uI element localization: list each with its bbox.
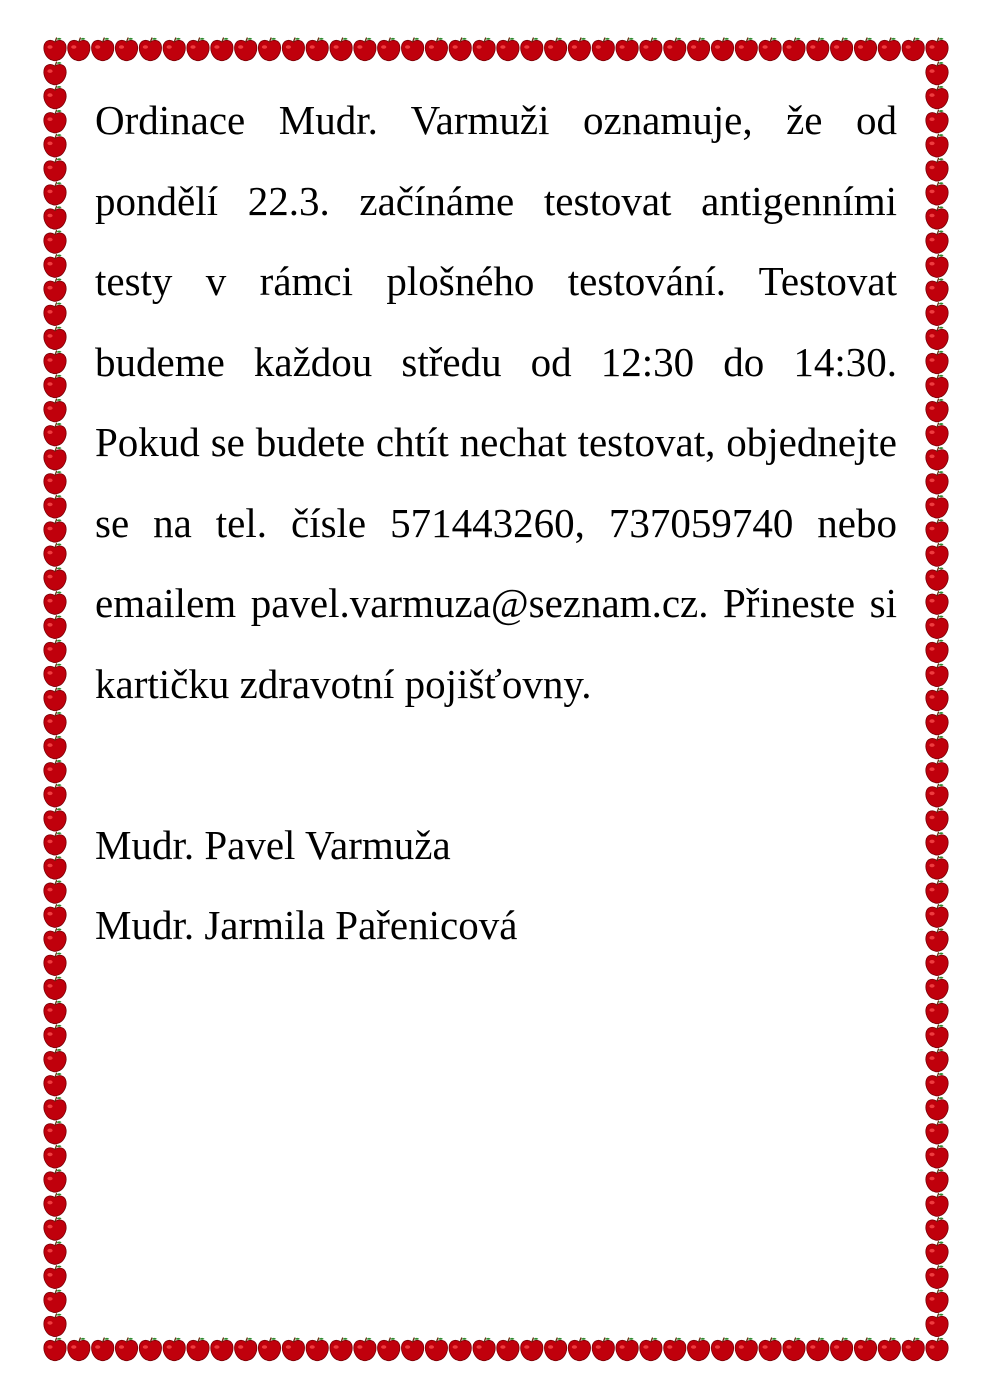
apple-icon <box>44 447 66 470</box>
apple-icon <box>926 279 948 302</box>
apple-icon <box>926 471 948 494</box>
apple-icon <box>616 38 638 61</box>
apple-icon <box>139 38 161 61</box>
apple-icon <box>44 471 66 494</box>
apple-icon <box>926 1290 948 1313</box>
apple-icon <box>926 1145 948 1168</box>
apple-icon <box>759 1338 781 1361</box>
apple-icon <box>926 977 948 1000</box>
apple-icon <box>449 1338 471 1361</box>
apple-icon <box>44 38 66 61</box>
apple-icon <box>926 134 948 157</box>
apple-icon <box>401 38 423 61</box>
apple-icon <box>44 784 66 807</box>
apple-icon <box>926 447 948 470</box>
apple-icon <box>926 86 948 109</box>
apple-icon <box>878 1338 900 1361</box>
apple-icon <box>926 808 948 831</box>
apple-icon <box>354 1338 376 1361</box>
apple-icon <box>592 38 614 61</box>
apple-icon <box>44 495 66 518</box>
apple-icon <box>44 279 66 302</box>
apple-icon <box>306 38 328 61</box>
apple-icon <box>926 832 948 855</box>
apple-icon <box>44 880 66 903</box>
apple-icon <box>830 38 852 61</box>
signature-jarmila-parenicova: Mudr. Jarmila Pařenicová <box>95 902 518 948</box>
apple-icon <box>258 1338 280 1361</box>
apple-icon <box>735 1338 757 1361</box>
apple-icon <box>616 1338 638 1361</box>
apple-icon <box>926 1338 948 1361</box>
apple-icon <box>497 38 519 61</box>
apple-icon <box>926 784 948 807</box>
apple-icon <box>425 38 447 61</box>
apple-icon <box>926 1193 948 1216</box>
apple-icon <box>926 640 948 663</box>
signature-pavel-varmuza: Mudr. Pavel Varmuža <box>95 821 451 868</box>
apple-icon <box>92 38 114 61</box>
apple-icon <box>926 495 948 518</box>
apple-icon <box>926 929 948 952</box>
apple-icon <box>44 1073 66 1096</box>
apple-icon <box>544 38 566 61</box>
apple-icon <box>139 1338 161 1361</box>
apple-icon <box>401 1338 423 1361</box>
apple-icon <box>759 38 781 61</box>
apple-icon <box>44 110 66 133</box>
apple-icon <box>807 1338 829 1361</box>
apple-icon <box>44 327 66 350</box>
apple-icon <box>926 351 948 374</box>
apple-icon <box>211 1338 233 1361</box>
apple-icon <box>163 38 185 61</box>
apple-icon <box>44 1049 66 1072</box>
apple-icon <box>926 182 948 205</box>
apple-icon <box>926 1266 948 1289</box>
apple-icon <box>44 1266 66 1289</box>
apple-icon <box>854 38 876 61</box>
apple-icon <box>44 1193 66 1216</box>
apple-icon <box>44 616 66 639</box>
notice-text-block <box>95 80 897 966</box>
apple-icon <box>44 808 66 831</box>
apple-icon <box>449 38 471 61</box>
apple-icon <box>44 1001 66 1024</box>
apple-icon <box>926 856 948 879</box>
apple-icon <box>926 158 948 181</box>
apple-icon <box>926 206 948 229</box>
apple-icon <box>44 760 66 783</box>
apple-icon <box>425 1338 447 1361</box>
apple-icon <box>235 1338 257 1361</box>
apple-icon <box>44 856 66 879</box>
apple-icon <box>711 1338 733 1361</box>
apple-icon <box>330 1338 352 1361</box>
apple-icon <box>44 519 66 542</box>
apple-icon <box>807 38 829 61</box>
apple-icon <box>44 1242 66 1265</box>
apple-icon <box>378 38 400 61</box>
apple-icon <box>926 1121 948 1144</box>
apple-icon <box>783 38 805 61</box>
apple-icon <box>521 1338 543 1361</box>
apple-icon <box>282 38 304 61</box>
apple-icon <box>497 1338 519 1361</box>
apple-icon <box>44 1338 66 1361</box>
apple-icon <box>44 255 66 278</box>
apple-icon <box>926 905 948 928</box>
apple-icon <box>115 38 137 61</box>
apple-icon <box>878 38 900 61</box>
apple-icon <box>473 1338 495 1361</box>
apple-icon <box>187 38 209 61</box>
apple-icon <box>44 62 66 85</box>
apple-icon <box>926 1169 948 1192</box>
apple-icon <box>306 1338 328 1361</box>
apple-icon <box>902 1338 924 1361</box>
apple-icon <box>544 1338 566 1361</box>
apple-icon <box>926 1097 948 1120</box>
blank-line <box>95 724 897 805</box>
apple-icon <box>44 230 66 253</box>
apple-icon <box>44 1025 66 1048</box>
apple-icon <box>68 38 90 61</box>
apple-icon <box>44 543 66 566</box>
apple-icon <box>163 1338 185 1361</box>
apple-icon <box>44 351 66 374</box>
apple-icon <box>44 375 66 398</box>
apple-icon <box>44 640 66 663</box>
apple-icon <box>926 712 948 735</box>
apple-icon <box>378 1338 400 1361</box>
apple-icon <box>330 38 352 61</box>
apple-icon <box>44 977 66 1000</box>
apple-icon <box>664 38 686 61</box>
apple-icon <box>44 158 66 181</box>
apple-icon <box>92 1338 114 1361</box>
apple-icon <box>44 712 66 735</box>
apple-icon <box>926 592 948 615</box>
apple-icon <box>68 1338 90 1361</box>
apple-icon <box>926 230 948 253</box>
apple-icon <box>44 423 66 446</box>
apple-icon <box>926 543 948 566</box>
apple-icon <box>926 62 948 85</box>
apple-icon <box>235 38 257 61</box>
apple-icon <box>282 1338 304 1361</box>
apple-icon <box>44 832 66 855</box>
apple-icon <box>926 880 948 903</box>
announcement-paragraph: Ordinace Mudr. Varmuži oznamuje, že od pondělí 22.3. začínáme testovat antigenními testy v rámci plošného testování. Testovat budeme každou středu od 12:30 do 14:30. Pokud se budete chtít nechat testovat, objednejte se na tel. čísle 571443260, 737059740 nebo emailem pavel.varmuza@seznam.cz. Přineste si kartičku zdravotní pojišťovny. <box>95 97 897 707</box>
apple-icon <box>783 1338 805 1361</box>
apple-icon <box>687 1338 709 1361</box>
apple-icon <box>926 567 948 590</box>
apple-icon <box>926 688 948 711</box>
apple-icon <box>926 1217 948 1240</box>
apple-icon <box>44 1121 66 1144</box>
apple-icon <box>44 664 66 687</box>
apple-icon <box>926 736 948 759</box>
apple-icon <box>902 38 924 61</box>
apple-icon <box>926 303 948 326</box>
apple-icon <box>926 1073 948 1096</box>
apple-icon <box>44 399 66 422</box>
apple-icon <box>735 38 757 61</box>
apple-icon <box>926 255 948 278</box>
apple-icon <box>926 38 948 61</box>
apple-icon <box>926 664 948 687</box>
apple-icon <box>44 736 66 759</box>
apple-icon <box>568 1338 590 1361</box>
apple-icon <box>926 616 948 639</box>
apple-icon <box>926 953 948 976</box>
apple-icon <box>640 1338 662 1361</box>
apple-icon <box>44 1097 66 1120</box>
apple-icon <box>592 1338 614 1361</box>
apple-icon <box>44 182 66 205</box>
apple-icon <box>44 929 66 952</box>
apple-icon <box>44 206 66 229</box>
apple-icon <box>926 375 948 398</box>
apple-icon <box>854 1338 876 1361</box>
apple-icon <box>44 86 66 109</box>
apple-icon <box>44 953 66 976</box>
apple-icon <box>926 1049 948 1072</box>
apple-icon <box>44 905 66 928</box>
apple-icon <box>44 592 66 615</box>
apple-icon <box>44 1314 66 1337</box>
apple-icon <box>44 134 66 157</box>
apple-icon <box>926 1001 948 1024</box>
apple-icon <box>568 38 590 61</box>
apple-icon <box>44 1217 66 1240</box>
apple-icon <box>521 38 543 61</box>
apple-icon <box>44 567 66 590</box>
apple-icon <box>926 423 948 446</box>
apple-icon <box>44 303 66 326</box>
apple-icon <box>187 1338 209 1361</box>
apple-icon <box>473 38 495 61</box>
apple-icon <box>115 1338 137 1361</box>
apple-icon <box>926 519 948 542</box>
apple-icon <box>354 38 376 61</box>
apple-icon <box>926 1025 948 1048</box>
apple-icon <box>687 38 709 61</box>
apple-icon <box>926 760 948 783</box>
apple-icon <box>44 1290 66 1313</box>
apple-icon <box>711 38 733 61</box>
apple-icon <box>44 688 66 711</box>
apple-icon <box>926 327 948 350</box>
apple-icon <box>258 38 280 61</box>
apple-icon <box>830 1338 852 1361</box>
apple-icon <box>926 1242 948 1265</box>
apple-icon <box>211 38 233 61</box>
apple-icon <box>926 399 948 422</box>
apple-icon <box>44 1169 66 1192</box>
apple-icon <box>926 110 948 133</box>
apple-icon <box>640 38 662 61</box>
apple-icon <box>44 1145 66 1168</box>
apple-icon <box>926 1314 948 1337</box>
apple-icon <box>664 1338 686 1361</box>
